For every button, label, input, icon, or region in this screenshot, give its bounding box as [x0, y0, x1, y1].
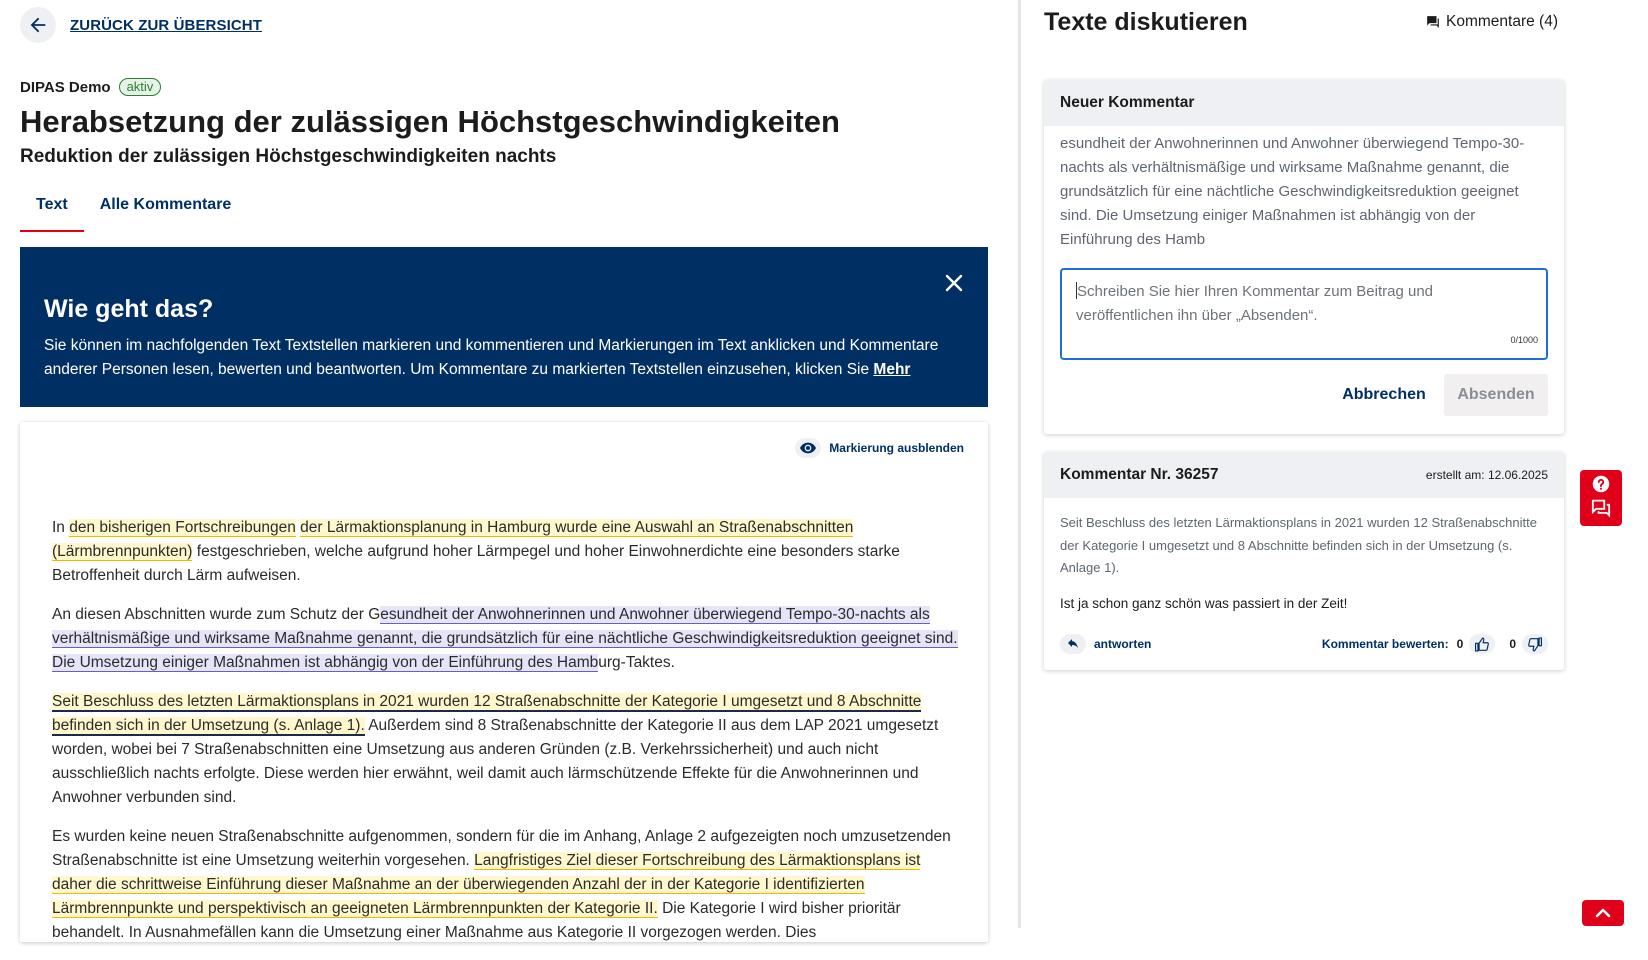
chevron-up-icon: [1596, 908, 1610, 918]
help-icon[interactable]: [1592, 475, 1610, 498]
comment-rating: [1322, 634, 1548, 654]
floating-actions: [1580, 470, 1622, 526]
close-icon[interactable]: [944, 273, 964, 293]
send-button[interactable]: Absenden: [1444, 374, 1548, 416]
comment-date: erstellt am: 12.06.2025: [1425, 468, 1548, 482]
highlight-marker[interactable]: den bisherigen Fortschreibungen: [69, 519, 296, 536]
highlight-marker[interactable]: Langfristiges Ziel dieser Fortschreibung des Lärmaktionsplans ist daher die schrittweise Einführung dieser Maßnahme an der überwiegenden Anzahl der in der Kategorie I identifizierten Lärmbrennpunkte und perspektivisch an geeigneten Lärmbrennpunkten der Kategorie II.: [52, 852, 921, 917]
hide-markings-label: Markierung ausblenden: [829, 441, 964, 455]
discussion-title: Texte diskutieren: [1044, 8, 1248, 36]
comments-count-link[interactable]: [1426, 13, 1558, 31]
rating-label: Kommentar bewerten:: [1321, 637, 1449, 651]
selected-text-quote: esundheit der Anwohnerinnen und Anwohner überwiegend Tempo-30-nachts als verhältnismäßige und wirksame Maßnahme genannt, die grundsätzlich für eine nächtliche Geschwindigkeitsreduktion geeignet sind. Die Umsetzung einiger Maßnahmen ist abhängig von der Einführung des Hamb: [1060, 135, 1525, 248]
text-run: An diesen Abschnitten wurde zum Schutz der G: [52, 606, 381, 623]
paragraph-1[interactable]: [52, 516, 962, 588]
back-link[interactable]: ZURÜCK ZUR ÜBERSICHT: [70, 16, 262, 34]
howto-title: Wie geht das?: [44, 295, 214, 323]
text-run: festgeschrieben, welche aufgrund hoher Lärmpegel und hoher Einwohnerdichte eine besonders starke Betroffenheit durch Lärm aufweisen.: [52, 543, 900, 584]
organization-name: DIPAS Demo: [20, 78, 111, 96]
like-count: 0: [1456, 637, 1464, 651]
thumb-down-icon[interactable]: [1522, 634, 1548, 654]
comment-placeholder: Schreiben Sie hier Ihren Kommentar zum Beitrag und veröffentlichen ihn über „Absenden“.: [1076, 283, 1434, 324]
reply-label: antworten: [1094, 637, 1152, 651]
highlight-marker[interactable]: Seit Beschluss des letzten Lärmaktionsplans in 2021 wurden 12 Straßenabschnitte der Kategorie I umgesetzt und 8 Abschnitte befinden sich in der Umsetzung (s. Anlage 1).: [52, 693, 922, 734]
comment-header: [1044, 452, 1564, 498]
howto-body: Sie können im nachfolgenden Text Textstellen markieren und kommentieren und Markierungen im Text anklicken und Kommentare anderer Personen lesen, bewerten und beantworten. Um Kommentare zu markierten Textstellen einzusehen, klicken Sie: [44, 337, 939, 378]
text-run: Es wurden keine neuen Straßenabschnitte aufgenommen, sondern für die im Anhang, Anlage 2 aufgezeigten noch umzusetzenden Straßenabschnitte ist eine Umsetzung weiterhin vorgesehen.: [52, 828, 951, 869]
pane-divider[interactable]: [1018, 0, 1021, 928]
new-comment-card: [1044, 80, 1564, 434]
comment-footer: [1060, 633, 1548, 655]
dislike-count: 0: [1509, 637, 1516, 651]
tab-all-comments[interactable]: Alle Kommentare: [99, 196, 232, 213]
comment-card: [1044, 452, 1564, 670]
new-comment-header: [1044, 80, 1564, 126]
project-meta: [20, 78, 161, 96]
chat-icon[interactable]: [1591, 499, 1611, 522]
back-navigation[interactable]: [20, 8, 262, 42]
reply-button[interactable]: [1060, 634, 1151, 654]
page-title: Herabsetzung der zulässigen Höchstgeschwindigkeiten: [20, 104, 840, 139]
howto-more-link[interactable]: Mehr: [873, 361, 911, 378]
status-badge: aktiv: [119, 78, 162, 96]
text-run: Die Kategorie I wird bisher prioritär behandelt. In Ausnahmefällen kann die Umsetzung einer Maßnahme aus Kategorie II vorgezogen werden. Dies: [52, 900, 901, 941]
comment-quote[interactable]: Seit Beschluss des letzten Lärmaktionsplans in 2021 wurden 12 Straßenabschnitte der Kategorie I umgesetzt und 8 Abschnitte befinden sich in der Umsetzung (s. Anlage 1).: [1060, 515, 1537, 575]
page-subtitle: Reduktion der zulässigen Höchstgeschwindigkeiten nachts: [20, 146, 557, 167]
highlight-marker[interactable]: der Lärmaktionsplanung in Hamburg wurde eine Auswahl an Straßenabschnitten (Lärmbrennpunkten): [52, 519, 854, 560]
document-text[interactable]: [52, 516, 962, 960]
reply-icon: [1060, 634, 1086, 654]
cancel-button[interactable]: Abbrechen: [1342, 386, 1426, 403]
comments-count-label: Kommentare (4): [1446, 13, 1558, 30]
arrow-left-icon[interactable]: [20, 7, 56, 43]
tab-bar: [20, 190, 247, 232]
paragraph-4[interactable]: [52, 825, 962, 945]
paragraph-3[interactable]: [52, 690, 962, 810]
active-selection-highlight[interactable]: esundheit der Anwohnerinnen und Anwohner überwiegend Tempo-30-nachts als verhältnismäßige und wirksame Maßnahme genannt, die grundsätzlich für eine nächtliche Geschwindigkeitsreduktion geeignet sind. Die Umsetzung einiger Maßnahmen ist abhängig von der Einführung des Hamb: [52, 606, 958, 671]
text-run: Außerdem sind 8 Straßenabschnitte der Kategorie II aus dem LAP 2021 umgesetzt worden, wobei bei 7 Straßenabschnitten eine Umsetzung aus anderen Gründen (z.B. Verkehrssicherheit) und auch nicht ausschließlich nachts erfolgte. Diese werden hier erwähnt, weil damit auch lärmschützende Effekte für die Anwohnerinnen und Anwohner verbunden sind.: [52, 717, 939, 806]
character-counter: 0/1000: [1510, 335, 1538, 345]
comment-text: Ist ja schon ganz schön was passiert in der Zeit!: [1060, 596, 1348, 611]
text-run: urg-Taktes.: [598, 654, 675, 671]
comment-title: Kommentar Nr. 36257: [1060, 466, 1219, 483]
howto-text: [44, 334, 974, 382]
thumb-up-icon[interactable]: [1469, 634, 1495, 654]
new-comment-title: Neuer Kommentar: [1060, 94, 1195, 111]
scroll-to-top-button[interactable]: [1582, 900, 1624, 926]
comment-input[interactable]: [1060, 268, 1548, 360]
tab-text[interactable]: Text: [20, 190, 84, 232]
hide-markings-toggle[interactable]: [795, 438, 964, 458]
document-card: [20, 422, 988, 942]
eye-icon: [795, 438, 821, 458]
paragraph-2[interactable]: [52, 603, 962, 675]
comments-icon: [1426, 15, 1440, 29]
text-run: In: [52, 519, 70, 536]
howto-banner: [20, 247, 988, 407]
